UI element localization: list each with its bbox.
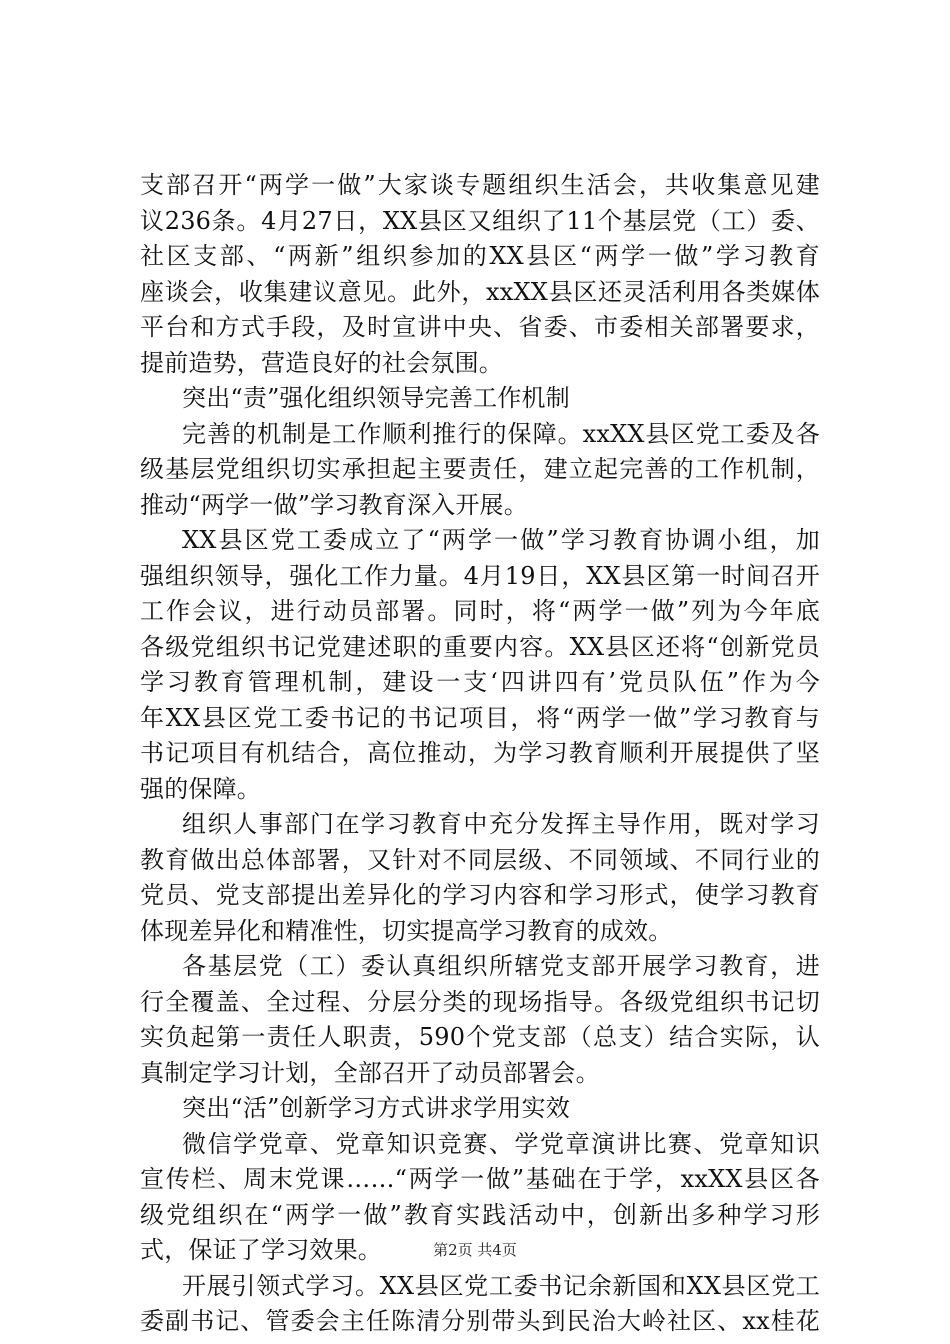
text-line: 书记项目有机结合，高位推动，为学习教育顺利开展提供了坚 (140, 739, 820, 767)
text-line: 体现差异化和精准性，切实提高学习教育的成效。 (140, 916, 673, 945)
document-body (140, 168, 820, 1340)
text-line: 级党组织在“两学一做”教育实践活动中，创新出多种学习形 (140, 1200, 820, 1229)
text-line: 学习教育管理机制，建设一支‘四讲四有’党员队伍”作为今 (140, 668, 820, 696)
page-footer (0, 1240, 950, 1260)
text-line: 推动“两学一做”学习教育深入开展。 (140, 490, 528, 519)
text-line: 行全覆盖、全过程、分层分类的现场指导。各级党组织书记切 (140, 987, 820, 1016)
section-heading: 突出“活”创新学习方式讲求学用实效 (182, 1094, 570, 1122)
text-line: 式，保证了学习效果。 (140, 1236, 382, 1264)
text-line: 组织人事部门在学习教育中充分发挥主导作用，既对学习 (182, 810, 820, 838)
text-line: 支部召开“两学一做”大家谈专题组织生活会，共收集意见建 (140, 171, 820, 199)
text-line: 委副书记、管委会主任陈清分别带头到民治大岭社区、xx桂花 (140, 1307, 820, 1335)
text-line: 开展引领式学习。XX县区党工委书记余新国和XX县区党工 (182, 1271, 820, 1300)
text-line: 微信学党章、党章知识竞赛、学党章演讲比赛、党章知识 (182, 1129, 820, 1158)
text-line: 各级党组织书记党建述职的重要内容。XX县区还将“创新党员 (140, 632, 820, 661)
text-line: 宣传栏、周末党课……“两学一做”基础在于学，xxXX县区各 (140, 1165, 820, 1193)
text-line: 座谈会，收集建议意见。此外，xxXX县区还灵活利用各类媒体 (140, 277, 820, 306)
text-line: 年XX县区党工委书记的书记项目，将“两学一做”学习教育与 (140, 703, 820, 732)
text-line: 工作会议，进行动员部署。同时，将“两学一做”列为今年底 (140, 597, 820, 625)
text-line: 党员、党支部提出差异化的学习内容和学习形式，使学习教育 (140, 881, 820, 909)
section-heading: 突出“责”强化组织领导完善工作机制 (182, 384, 570, 412)
text-line: 提前造势，营造良好的社会氛围。 (140, 348, 503, 377)
page-number-label: 第2页 共4页 (433, 1241, 517, 1259)
text-line: 强组织领导，强化工作力量。4月19日，XX县区第一时间召开 (140, 561, 820, 590)
text-line: 平台和方式手段，及时宣讲中央、省委、市委相关部署要求， (140, 313, 820, 341)
text-line: XX县区党工委成立了“两学一做”学习教育协调小组，加 (182, 526, 820, 554)
text-line: 社区支部、“两新”组织参加的XX县区“两学一做”学习教育 (140, 242, 820, 270)
text-line: 实负起第一责任人职责，590个党支部（总支）结合实际，认 (140, 1023, 820, 1051)
text-line: 各基层党（工）委认真组织所辖党支部开展学习教育，进 (182, 952, 820, 980)
text-line: 级基层党组织切实承担起主要责任，建立起完善的工作机制， (140, 455, 820, 483)
text-line: 强的保障。 (140, 774, 261, 803)
text-line: 教育做出总体部署，又针对不同层级、不同领域、不同行业的 (140, 845, 820, 874)
text-line: 完善的机制是工作顺利推行的保障。xxXX县区党工委及各 (182, 419, 820, 448)
text-line: 真制定学习计划，全部召开了动员部署会。 (140, 1058, 600, 1087)
text-line: 议236条。4月27日，XX县区又组织了11个基层党（工）委、 (140, 206, 820, 235)
